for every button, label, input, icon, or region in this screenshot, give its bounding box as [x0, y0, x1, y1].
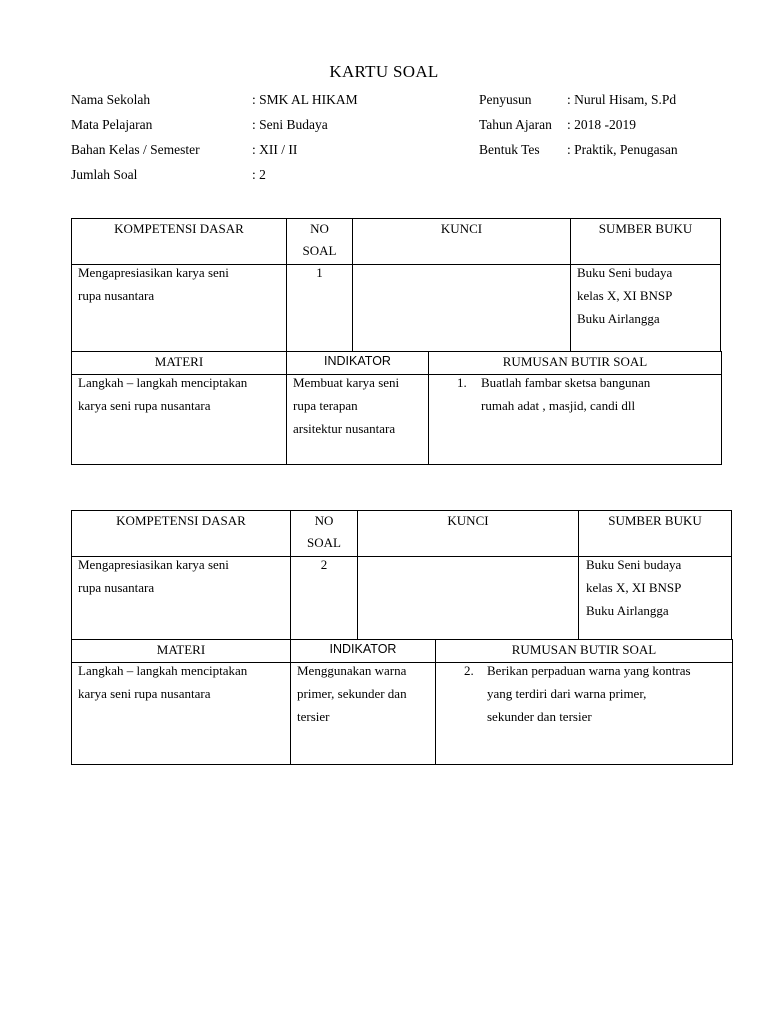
header-no-soal — [290, 510, 358, 557]
cell-text: INDIKATOR — [324, 354, 391, 368]
cell-text: karya seni rupa nusantara — [78, 398, 211, 413]
no-soal-cell — [290, 556, 358, 640]
cell-text: Buatlah fambar sketsa bangunan — [481, 375, 651, 390]
no-soal-cell — [286, 264, 353, 352]
info-label-count: Jumlah Soal — [71, 167, 138, 182]
cell-text: 1 — [316, 265, 323, 280]
cell-text: sekunder dan tersier — [487, 709, 592, 724]
kompetensi-dasar-cell — [71, 556, 291, 640]
info-label-class: Bahan Kelas / Semester — [71, 142, 200, 157]
cell-text: SUMBER BUKU — [598, 221, 693, 236]
indikator-cell — [286, 374, 429, 465]
cell-text: Membuat karya seni — [293, 375, 400, 390]
info-value-subject: : Seni Budaya — [252, 117, 328, 132]
question-number: 1. — [457, 375, 467, 390]
cell-text: RUMUSAN BUTIR SOAL — [502, 354, 648, 369]
header-sumber-buku — [570, 218, 721, 265]
cell-text: Langkah – langkah menciptakan — [78, 663, 248, 678]
cell-text: primer, sekunder dan — [297, 686, 407, 701]
cell-text: Langkah – langkah menciptakan — [78, 375, 248, 390]
cell-text: rupa terapan — [293, 398, 358, 413]
info-label-year: Tahun Ajaran — [479, 117, 552, 132]
header-kunci — [352, 218, 571, 265]
sumber-buku-cell — [570, 264, 721, 352]
header-no-soal — [286, 218, 353, 265]
cell-text: rumah adat , masjid, candi dll — [481, 398, 636, 413]
materi-cell — [71, 374, 287, 465]
cell-text: Buku Seni budaya — [577, 265, 673, 280]
cell-text: MATERI — [156, 642, 206, 657]
materi-cell — [71, 662, 291, 765]
cell-text: SUMBER BUKU — [608, 513, 702, 528]
cell-text: RUMUSAN BUTIR SOAL — [511, 642, 657, 657]
cell-text: NO — [310, 221, 329, 236]
info-label-test-type: Bentuk Tes — [479, 142, 540, 157]
cell-text: SOAL — [302, 243, 337, 258]
info-label-subject: Mata Pelajaran — [71, 117, 153, 132]
cell-text: kelas X, XI BNSP — [577, 288, 673, 303]
cell-text: Berikan perpaduan warna yang kontras — [487, 663, 691, 678]
rumusan-soal-cell — [435, 662, 733, 765]
info-value-author: : Nurul Hisam, S.Pd — [567, 92, 677, 107]
cell-text: Buku Airlangga — [586, 603, 669, 618]
kompetensi-dasar-cell — [71, 264, 287, 352]
cell-text: Buku Seni budaya — [586, 557, 682, 572]
cell-text: KUNCI — [440, 221, 483, 236]
cell-text: INDIKATOR — [329, 642, 397, 656]
info-label-author: Penyusun — [479, 92, 532, 107]
header-kompetensi-dasar — [71, 218, 287, 265]
header-kompetensi-dasar — [71, 510, 291, 557]
indikator-cell — [290, 662, 436, 765]
kunci-cell — [352, 264, 571, 352]
cell-text: karya seni rupa nusantara — [78, 686, 211, 701]
cell-text: NO — [314, 513, 334, 528]
info-value-class: : XII / II — [252, 142, 298, 157]
cell-text: Mengapresiasikan karya seni — [78, 265, 229, 280]
info-value-school: : SMK AL HIKAM — [252, 92, 358, 107]
cell-text: Menggunakan warna — [297, 663, 407, 678]
cell-text: KOMPETENSI DASAR — [114, 221, 244, 236]
cell-text: Mengapresiasikan karya seni — [78, 557, 229, 572]
cell-text: Buku Airlangga — [577, 311, 660, 326]
header-kunci — [357, 510, 579, 557]
document-title: KARTU SOAL — [329, 62, 439, 81]
kunci-cell — [357, 556, 579, 640]
cell-text: yang terdiri dari warna primer, — [487, 686, 647, 701]
cell-text: 2 — [320, 557, 328, 572]
info-value-count: : 2 — [252, 167, 266, 182]
cell-text: kelas X, XI BNSP — [586, 580, 682, 595]
cell-text: tersier — [297, 709, 330, 724]
rumusan-soal-cell — [428, 374, 722, 465]
cell-text: SOAL — [307, 535, 341, 550]
cell-text: arsitektur nusantara — [293, 421, 396, 436]
cell-text: MATERI — [154, 354, 204, 369]
cell-text: KUNCI — [447, 513, 489, 528]
question-number: 2. — [464, 663, 474, 678]
info-label-school: Nama Sekolah — [71, 92, 151, 107]
header-sumber-buku — [578, 510, 732, 557]
cell-text: KOMPETENSI DASAR — [116, 513, 246, 528]
info-value-test-type: : Praktik, Penugasan — [567, 142, 678, 157]
info-value-year: : 2018 -2019 — [567, 117, 636, 132]
cell-text: rupa nusantara — [78, 580, 155, 595]
cell-text: rupa nusantara — [78, 288, 155, 303]
sumber-buku-cell — [578, 556, 732, 640]
